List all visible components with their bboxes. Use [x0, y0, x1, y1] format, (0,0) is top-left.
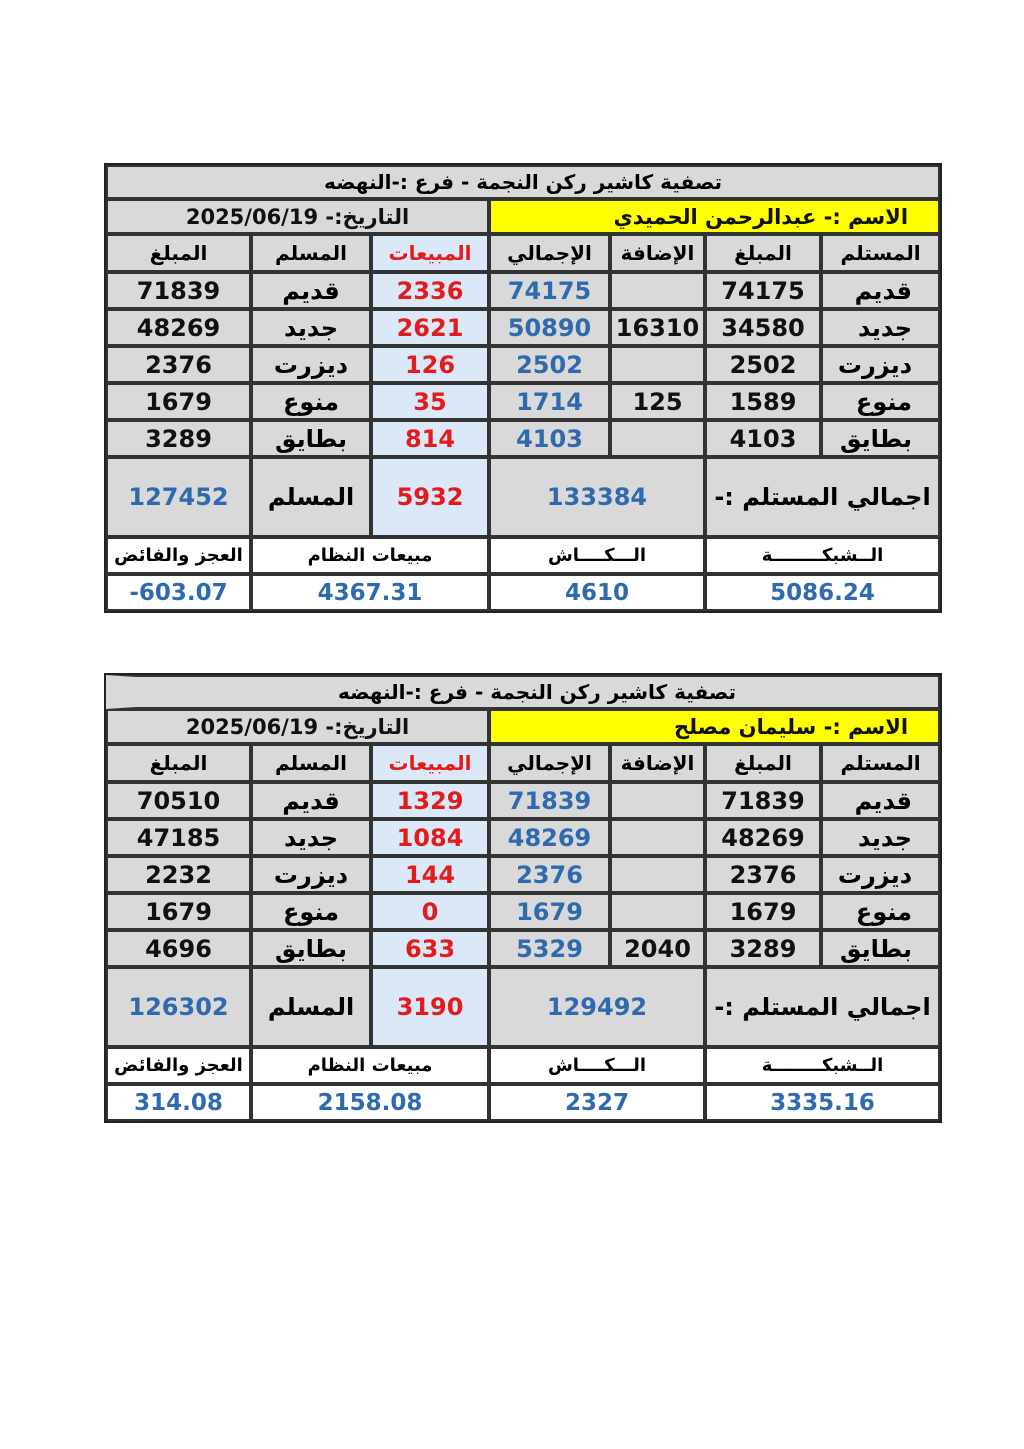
header-received: المستلم — [821, 744, 940, 782]
total-received-label: اجمالي المستلم :- — [705, 967, 940, 1047]
table-row — [106, 383, 940, 420]
addition-cell — [610, 893, 705, 930]
amount-cell: 1679 — [106, 893, 251, 930]
amount-right-cell: 34580 — [705, 309, 821, 346]
total-cell: 4103 — [489, 420, 610, 457]
amount-right-cell: 71839 — [705, 782, 821, 819]
totals-row — [106, 457, 940, 537]
header-addition: الإضافة — [610, 234, 705, 272]
sales-cell: 1329 — [371, 782, 489, 819]
delivered-cell: منوع — [251, 383, 371, 420]
amount-right-cell: 4103 — [705, 420, 821, 457]
received-cell: بطايق — [821, 930, 940, 967]
addition-cell — [610, 856, 705, 893]
received-cell: قديم — [821, 782, 940, 819]
addition-cell — [610, 420, 705, 457]
total-cell: 74175 — [489, 272, 610, 309]
totals-row — [106, 967, 940, 1047]
cash-value: 4610 — [489, 574, 705, 611]
sales-cell: 35 — [371, 383, 489, 420]
total-cell: 2376 — [489, 856, 610, 893]
cash-label: الـــكــــاش — [489, 1047, 705, 1084]
delivered-cell: ديزرت — [251, 346, 371, 383]
system-sales-label: مبيعات النظام — [251, 537, 489, 574]
header-total: الإجمالي — [489, 234, 610, 272]
table-row — [106, 856, 940, 893]
cashier-name: الاسم :- عبدالرحمن الحميدي — [489, 199, 940, 234]
footer-header-row — [106, 1047, 940, 1084]
table-row — [106, 930, 940, 967]
received-cell: قديم — [821, 272, 940, 309]
table-row — [106, 272, 940, 309]
total-cell: 5329 — [489, 930, 610, 967]
addition-cell — [610, 782, 705, 819]
header-addition: الإضافة — [610, 744, 705, 782]
total-cell: 1679 — [489, 893, 610, 930]
total-cell: 50890 — [489, 309, 610, 346]
total-cell: 48269 — [489, 819, 610, 856]
cash-label: الـــكــــاش — [489, 537, 705, 574]
amount-cell: 70510 — [106, 782, 251, 819]
header-sales: المبيعات — [371, 234, 489, 272]
addition-cell — [610, 272, 705, 309]
settlement-table — [104, 673, 942, 1123]
cashier-name: الاسم :- سليمان مصلح — [489, 709, 940, 744]
amount-right-cell: 74175 — [705, 272, 821, 309]
footer-value-row — [106, 1084, 940, 1121]
amount-right-cell: 48269 — [705, 819, 821, 856]
table-row — [106, 309, 940, 346]
sales-cell: 2621 — [371, 309, 489, 346]
sales-cell: 2336 — [371, 272, 489, 309]
footer-header-row — [106, 537, 940, 574]
total-sales: 3190 — [371, 967, 489, 1047]
header-received: المستلم — [821, 234, 940, 272]
sales-cell: 814 — [371, 420, 489, 457]
footer-value-row — [106, 574, 940, 611]
sales-cell: 126 — [371, 346, 489, 383]
diff-value: 314.08 — [106, 1084, 251, 1121]
cash-value: 2327 — [489, 1084, 705, 1121]
grand-total: 129492 — [489, 967, 705, 1047]
addition-cell — [610, 346, 705, 383]
total-cell: 71839 — [489, 782, 610, 819]
header-amount-right: المبلغ — [705, 744, 821, 782]
sheet-title: تصفية كاشير ركن النجمة - فرع :-النهضه — [106, 165, 940, 199]
total-cell: 1714 — [489, 383, 610, 420]
amount-cell: 2376 — [106, 346, 251, 383]
addition-cell — [610, 819, 705, 856]
sheet-title: تصفية كاشير ركن النجمة - فرع :-النهضه — [106, 675, 940, 709]
received-cell: منوع — [821, 383, 940, 420]
settlement-table — [104, 163, 942, 613]
amount-cell: 71839 — [106, 272, 251, 309]
received-cell: جديد — [821, 309, 940, 346]
total-delivered-label: المسلم — [251, 967, 371, 1047]
diff-label: العجز والفائض — [106, 537, 251, 574]
header-delivered: المسلم — [251, 744, 371, 782]
header-total: الإجمالي — [489, 744, 610, 782]
received-cell: ديزرت — [821, 346, 940, 383]
sales-cell: 0 — [371, 893, 489, 930]
received-cell: ديزرت — [821, 856, 940, 893]
cashier-settlement-sheet-2 — [104, 673, 938, 1123]
addition-cell: 125 — [610, 383, 705, 420]
sales-cell: 633 — [371, 930, 489, 967]
sales-cell: 144 — [371, 856, 489, 893]
amount-right-cell: 2376 — [705, 856, 821, 893]
table-row — [106, 893, 940, 930]
network-value: 3335.16 — [705, 1084, 940, 1121]
total-received-label: اجمالي المستلم :- — [705, 457, 940, 537]
delivered-cell: بطايق — [251, 930, 371, 967]
table-row — [106, 819, 940, 856]
amount-cell: 3289 — [106, 420, 251, 457]
received-cell: بطايق — [821, 420, 940, 457]
amount-cell: 2232 — [106, 856, 251, 893]
network-value: 5086.24 — [705, 574, 940, 611]
system-sales-value: 4367.31 — [251, 574, 489, 611]
date-label: التاريخ:- 2025/06/19 — [106, 199, 489, 234]
delivered-cell: قديم — [251, 272, 371, 309]
amount-right-cell: 1589 — [705, 383, 821, 420]
amount-right-cell: 1679 — [705, 893, 821, 930]
delivered-cell: ديزرت — [251, 856, 371, 893]
amount-cell: 48269 — [106, 309, 251, 346]
addition-cell: 16310 — [610, 309, 705, 346]
amount-right-cell: 3289 — [705, 930, 821, 967]
network-label: الــشبكــــــــة — [705, 1047, 940, 1084]
total-amount: 127452 — [106, 457, 251, 537]
received-cell: منوع — [821, 893, 940, 930]
amount-cell: 4696 — [106, 930, 251, 967]
date-label: التاريخ:- 2025/06/19 — [106, 709, 489, 744]
delivered-cell: جديد — [251, 819, 371, 856]
diff-value: -603.07 — [106, 574, 251, 611]
total-amount: 126302 — [106, 967, 251, 1047]
network-label: الــشبكــــــــة — [705, 537, 940, 574]
amount-cell: 47185 — [106, 819, 251, 856]
header-amount-left: المبلغ — [106, 744, 251, 782]
total-delivered-label: المسلم — [251, 457, 371, 537]
grand-total: 133384 — [489, 457, 705, 537]
system-sales-label: مبيعات النظام — [251, 1047, 489, 1084]
table-row — [106, 346, 940, 383]
sales-cell: 1084 — [371, 819, 489, 856]
header-amount-left: المبلغ — [106, 234, 251, 272]
header-sales: المبيعات — [371, 744, 489, 782]
diff-label: العجز والفائض — [106, 1047, 251, 1084]
table-row — [106, 782, 940, 819]
delivered-cell: قديم — [251, 782, 371, 819]
total-cell: 2502 — [489, 346, 610, 383]
cashier-settlement-sheet-1 — [104, 163, 938, 613]
table-row — [106, 420, 940, 457]
delivered-cell: جديد — [251, 309, 371, 346]
header-amount-right: المبلغ — [705, 234, 821, 272]
total-sales: 5932 — [371, 457, 489, 537]
addition-cell: 2040 — [610, 930, 705, 967]
amount-right-cell: 2502 — [705, 346, 821, 383]
system-sales-value: 2158.08 — [251, 1084, 489, 1121]
header-delivered: المسلم — [251, 234, 371, 272]
delivered-cell: منوع — [251, 893, 371, 930]
delivered-cell: بطايق — [251, 420, 371, 457]
amount-cell: 1679 — [106, 383, 251, 420]
received-cell: جديد — [821, 819, 940, 856]
